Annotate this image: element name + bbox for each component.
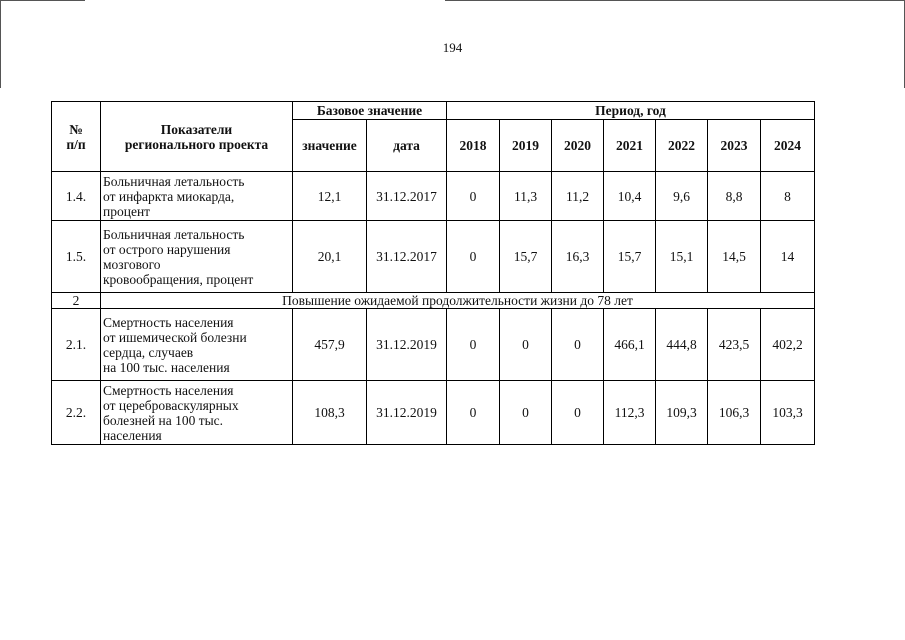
year-value: 8,8	[708, 172, 761, 221]
indicator-name: Больничная летальность от инфаркта миокарда, процент	[101, 172, 293, 221]
year-value: 0	[447, 221, 500, 293]
header-year: 2021	[604, 120, 656, 172]
section-row	[52, 293, 815, 309]
year-value: 106,3	[708, 381, 761, 445]
row-number: 1.5.	[52, 221, 101, 293]
row-number: 2.2.	[52, 381, 101, 445]
row-number: 2.1.	[52, 309, 101, 381]
year-value: 112,3	[604, 381, 656, 445]
year-value: 15,7	[500, 221, 552, 293]
year-value: 109,3	[656, 381, 708, 445]
base-date: 31.12.2017	[367, 221, 447, 293]
section-title: Повышение ожидаемой продолжительности жизни до 78 лет	[101, 293, 815, 309]
header-row-top	[52, 102, 815, 120]
section-number: 2	[52, 293, 101, 309]
header-year: 2024	[761, 120, 815, 172]
header-indicator: Показатели регионального проекта	[101, 102, 293, 172]
table-row	[52, 381, 815, 445]
year-value: 9,6	[656, 172, 708, 221]
table-row	[52, 172, 815, 221]
header-base-group: Базовое значение	[293, 102, 447, 120]
year-value: 402,2	[761, 309, 815, 381]
year-value: 0	[552, 309, 604, 381]
header-year: 2022	[656, 120, 708, 172]
year-value: 0	[552, 381, 604, 445]
indicator-name: Смертность населения от ишемической болезни сердца, случаев на 100 тыс. населения	[101, 309, 293, 381]
header-num: № п/п	[52, 102, 101, 172]
year-value: 16,3	[552, 221, 604, 293]
year-value: 466,1	[604, 309, 656, 381]
year-value: 103,3	[761, 381, 815, 445]
year-value: 15,1	[656, 221, 708, 293]
base-date: 31.12.2017	[367, 172, 447, 221]
indicator-name: Больничная летальность от острого нарушения мозгового кровообращения, процент	[101, 221, 293, 293]
year-value: 11,2	[552, 172, 604, 221]
header-year: 2020	[552, 120, 604, 172]
scan-edge-top-left	[0, 0, 85, 1]
base-value: 12,1	[293, 172, 367, 221]
header-period-group: Период, год	[447, 102, 815, 120]
base-date: 31.12.2019	[367, 381, 447, 445]
year-value: 0	[447, 381, 500, 445]
year-value: 15,7	[604, 221, 656, 293]
scan-edge-top-right	[445, 0, 905, 1]
year-value: 444,8	[656, 309, 708, 381]
indicator-name: Смертность населения от цереброваскулярных болезней на 100 тыс. населения	[101, 381, 293, 445]
row-number: 1.4.	[52, 172, 101, 221]
indicators-table	[51, 101, 815, 445]
table-row	[52, 309, 815, 381]
header-year: 2023	[708, 120, 761, 172]
year-value: 10,4	[604, 172, 656, 221]
year-value: 423,5	[708, 309, 761, 381]
year-value: 0	[447, 172, 500, 221]
year-value: 0	[500, 381, 552, 445]
base-value: 108,3	[293, 381, 367, 445]
header-base-date: дата	[367, 120, 447, 172]
year-value: 14,5	[708, 221, 761, 293]
year-value: 11,3	[500, 172, 552, 221]
header-year: 2018	[447, 120, 500, 172]
header-base-value: значение	[293, 120, 367, 172]
base-value: 20,1	[293, 221, 367, 293]
year-value: 0	[500, 309, 552, 381]
base-date: 31.12.2019	[367, 309, 447, 381]
year-value: 8	[761, 172, 815, 221]
year-value: 14	[761, 221, 815, 293]
header-year: 2019	[500, 120, 552, 172]
table-row	[52, 221, 815, 293]
page-number: 194	[442, 40, 463, 55]
year-value: 0	[447, 309, 500, 381]
base-value: 457,9	[293, 309, 367, 381]
